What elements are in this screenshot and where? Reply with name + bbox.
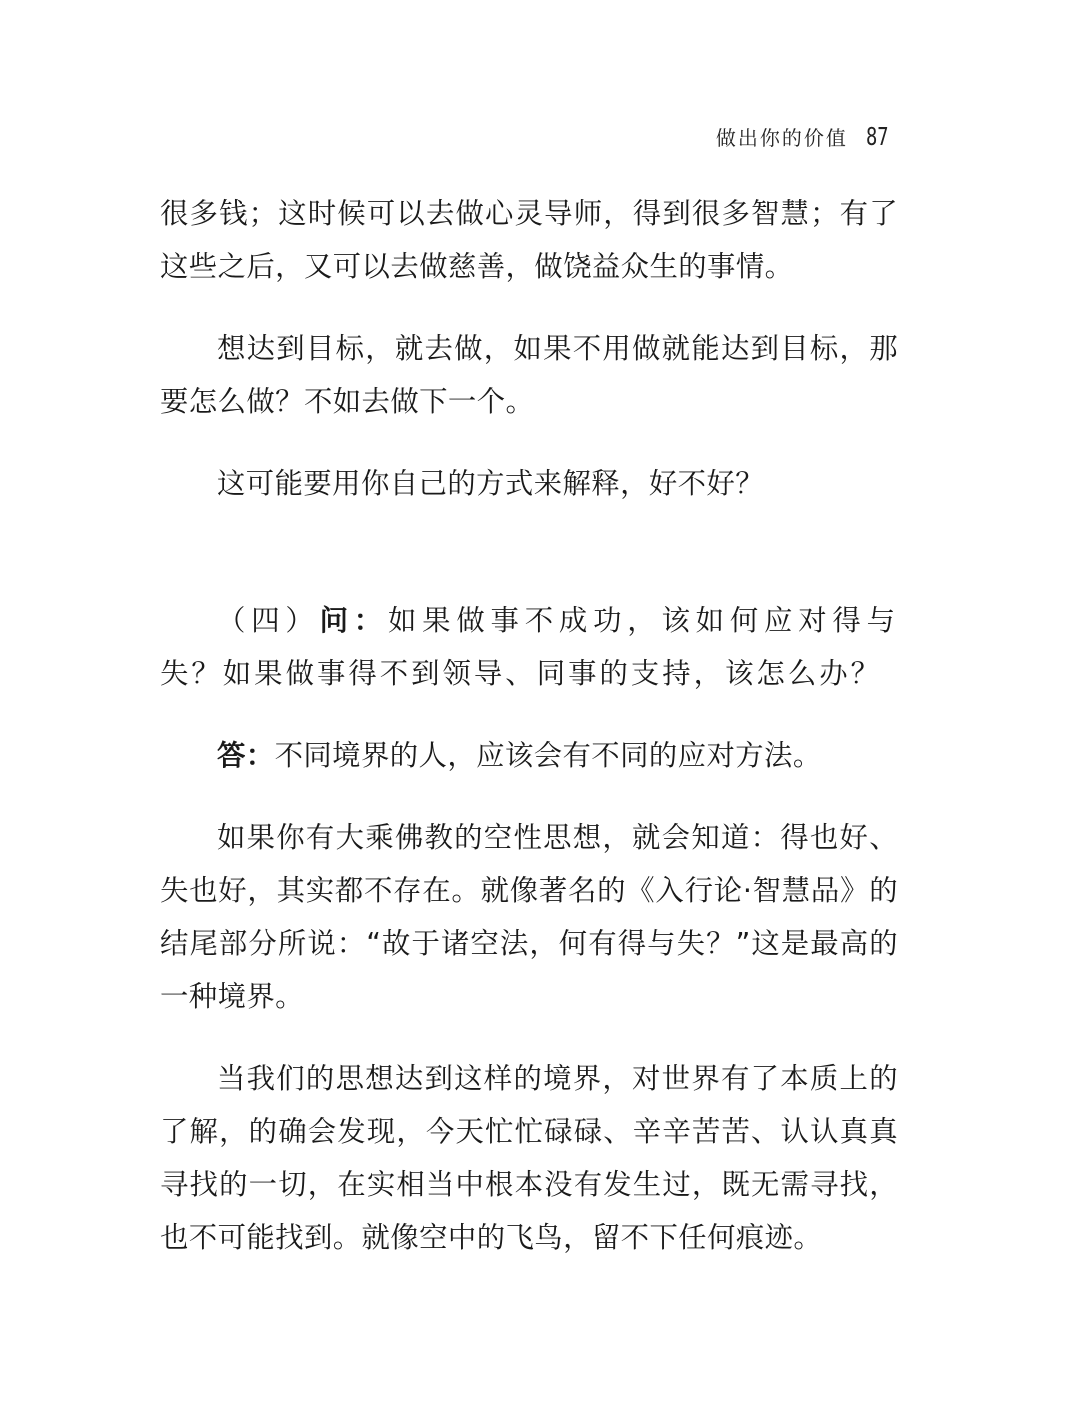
chapter-title: 做出你的价值 bbox=[715, 126, 848, 150]
answer-label: 答： bbox=[217, 738, 275, 772]
question-label: 问： bbox=[319, 603, 388, 637]
paragraph-emptiness: 如果你有大乘佛教的空性思想，就会知道：得也好、失也好，其实都不存在。就像著名的《入行论·智慧品》的结尾部分所说：“故于诸空法，何有得与失？”这是最高的一种境界。 bbox=[160, 821, 898, 1013]
running-header bbox=[716, 122, 896, 151]
question-block bbox=[160, 594, 898, 700]
paragraph-realm: 当我们的思想达到这样的境界，对世界有了本质上的了解，的确会发现，今天忙忙碌碌、辛辛苦苦、认认真真寻找的一切，在实相当中根本没有发生过，既无需寻找，也不可能找到。就像空中的飞鸟，留不下任何痕迹。 bbox=[160, 1062, 898, 1254]
paragraph-continued: 很多钱；这时候可以去做心灵导师，得到很多智慧；有了这些之后，又可以去做慈善，做饶益众生的事情。 bbox=[160, 197, 898, 283]
question-number: （四） bbox=[217, 604, 320, 637]
answer-block bbox=[160, 729, 898, 782]
page-number: 87 bbox=[865, 122, 889, 151]
question-text: 如果做事不成功，该如何应对得与失？如果做事得不到领导、同事的支持，该怎么办？ bbox=[160, 604, 898, 690]
answer-text: 不同境界的人，应该会有不同的应对方法。 bbox=[274, 739, 822, 772]
paragraph-explain: 这可能要用你自己的方式来解释，好不好？ bbox=[217, 467, 765, 500]
paragraph-goal: 想达到目标，就去做，如果不用做就能达到目标，那要怎么做？不如去做下一个。 bbox=[160, 332, 898, 418]
page-body bbox=[160, 187, 898, 1264]
